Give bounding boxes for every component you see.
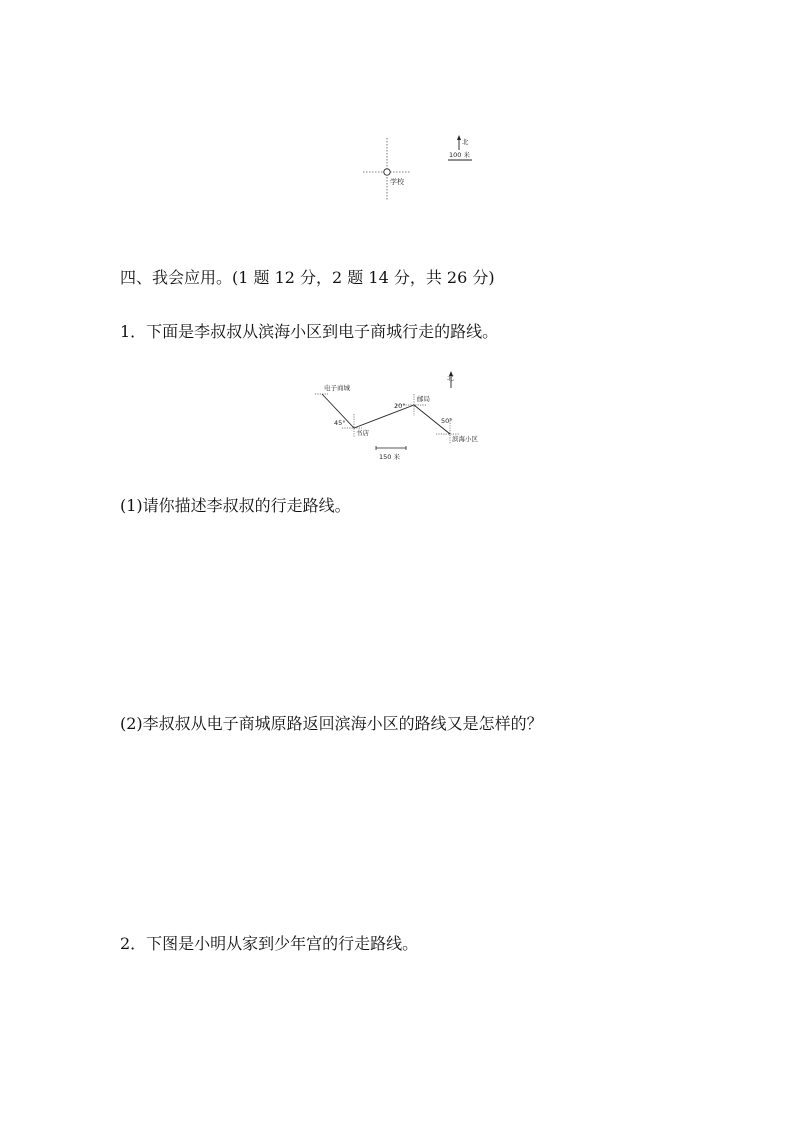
question-1-sub-1: (1)请你描述李叔叔的行走路线。 — [120, 496, 351, 515]
school-label: 学校 — [390, 178, 404, 186]
school-map — [355, 130, 495, 205]
route-map — [310, 368, 490, 463]
north-arrow-head-icon — [457, 135, 461, 140]
route-north-label: 北 — [447, 374, 454, 382]
scale-label: 100 米 — [449, 151, 470, 159]
label-electronics-mall: 电子商城 — [324, 384, 350, 392]
angle-20: 20° — [394, 402, 406, 410]
angle-45: 45° — [334, 419, 346, 427]
question-2-prompt: 2．下图是小明从家到少年宫的行走路线。 — [120, 934, 419, 953]
route-scale-label: 150 米 — [379, 453, 400, 461]
north-label: 北 — [462, 138, 469, 146]
school-marker — [384, 169, 390, 175]
angle-50: 50° — [441, 417, 453, 425]
question-1-prompt: 1．下面是李叔叔从滨海小区到电子商城行走的路线。 — [120, 322, 499, 341]
question-1-sub-2: (2)李叔叔从电子商城原路返回滨海小区的路线又是怎样的？ — [120, 714, 543, 733]
label-post-office: 邮局 — [417, 395, 430, 403]
label-binhai: 滨海小区 — [452, 435, 478, 443]
section-heading: 四、我会应用。(1 题 12 分，2 题 14 分，共 26 分) — [120, 268, 495, 287]
route-path — [322, 394, 450, 434]
label-bookstore: 书店 — [356, 429, 369, 437]
